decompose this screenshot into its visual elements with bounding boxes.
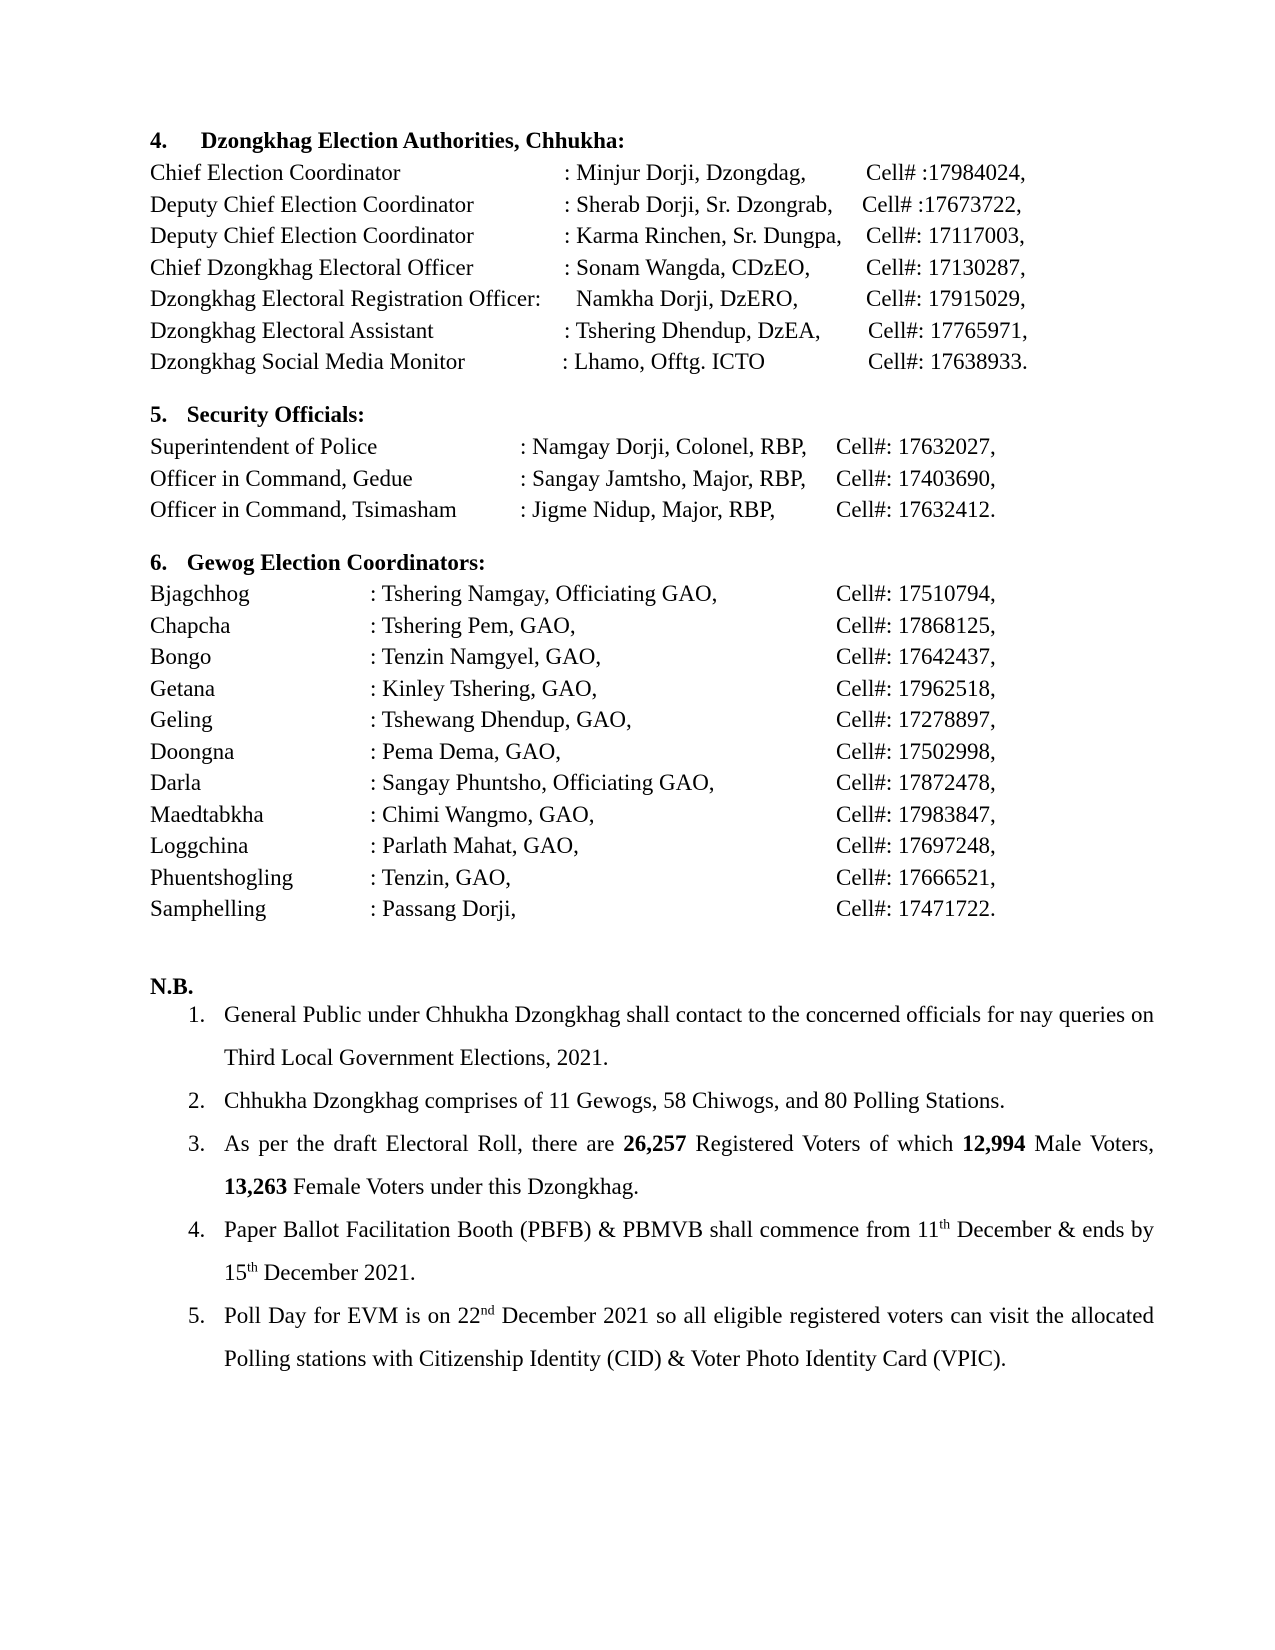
gewog-coordinator-row xyxy=(0,800,1275,832)
authority-name: : Karma Rinchen, Sr. Dungpa, xyxy=(564,223,842,248)
authority-name: : Sonam Wangda, CDzEO, xyxy=(564,254,811,280)
authority-cell: Cell# :17984024, xyxy=(866,160,1026,185)
authority-role: Chief Dzongkhag Electoral Officer xyxy=(150,254,474,280)
gewog-coordinator-name: : Tenzin, GAO, xyxy=(370,864,512,890)
gewog-coordinator-cell: Cell#: 17642437, xyxy=(836,644,996,669)
nb-item-text: General Public under Chhukha Dzongkhag shall contact to the concerned officials for nay queries on Third Local Government Elections, 2021. xyxy=(224,1002,1154,1070)
authority-name: : Tshering Dhendup, DzEA, xyxy=(564,317,821,343)
authority-role: Chief Election Coordinator xyxy=(150,160,401,185)
nb-item-text: Paper Ballot Facilitation Booth (PBFB) & PBMVB shall commence from 11th December & ends by 15th December 2021. xyxy=(224,1217,1155,1285)
authority-role: Dzongkhag Social Media Monitor xyxy=(150,349,465,374)
authority-cell: Cell#: 17765971, xyxy=(868,317,1028,343)
authority-row xyxy=(0,347,1275,379)
authority-role: Dzongkhag Electoral Assistant xyxy=(150,317,434,343)
authority-row xyxy=(0,221,1275,253)
gewog-coordinator-cell: Cell#: 17278897, xyxy=(836,707,996,732)
authority-name: : Sherab Dorji, Sr. Dzongrab, xyxy=(564,191,833,217)
male-voters-count: 12,994 xyxy=(962,1131,1026,1156)
section-5-heading xyxy=(150,400,365,430)
gewog-coordinator-row xyxy=(0,863,1275,895)
gewog-coordinator-cell: Cell#: 17697248, xyxy=(836,833,996,858)
gewog-coordinator-gewog: Chapcha xyxy=(150,612,231,638)
section-4-heading xyxy=(150,126,625,156)
gewog-coordinator-name: : Chimi Wangmo, GAO, xyxy=(370,801,595,827)
nb-item-number: 2. xyxy=(188,1088,206,1113)
gewog-coordinator-name: : Tshering Namgay, Officiating GAO, xyxy=(370,581,718,606)
authority-name: : Lhamo, Offtg. ICTO xyxy=(562,349,765,374)
gewog-coordinator-gewog: Getana xyxy=(150,675,216,701)
nb-item-text: Poll Day for EVM is on 22nd December 2021 so all eligible registered voters can visit the allocated Polling stations with Citizenship Identity (CID) & Voter Photo Identity Card (VPIC). xyxy=(224,1303,1154,1371)
gewog-coordinator-name: : Sangay Phuntsho, Officiating GAO, xyxy=(370,770,715,795)
gewog-coordinator-name: : Pema Dema, GAO, xyxy=(370,738,561,764)
gewog-coordinator-name: : Passang Dorji, xyxy=(370,896,517,921)
security-official-row xyxy=(0,432,1275,464)
gewog-coordinator-cell: Cell#: 17471722. xyxy=(836,896,996,921)
authority-cell: Cell#: 17117003, xyxy=(866,223,1025,248)
security-official-name: : Jigme Nidup, Major, RBP, xyxy=(520,497,776,522)
gewog-coordinator-gewog: Doongna xyxy=(150,738,235,764)
nb-item-4 xyxy=(188,1208,1155,1294)
authority-row xyxy=(0,253,1275,285)
security-official-cell: Cell#: 17403690, xyxy=(836,465,996,491)
nb-item-number: 4. xyxy=(188,1217,206,1242)
nb-item-number: 1. xyxy=(188,1002,206,1027)
gewog-coordinator-cell: Cell#: 17962518, xyxy=(836,675,996,701)
gewog-coordinator-gewog: Maedtabkha xyxy=(150,801,264,827)
gewog-coordinator-row xyxy=(0,674,1275,706)
section-4-number: 4. xyxy=(150,128,168,153)
nb-item-number: 3. xyxy=(188,1131,206,1156)
gewog-coordinator-row xyxy=(0,737,1275,769)
gewog-coordinator-cell: Cell#: 17872478, xyxy=(836,770,996,795)
authority-cell: Cell#: 17130287, xyxy=(866,254,1026,280)
gewog-coordinator-cell: Cell#: 17868125, xyxy=(836,612,996,638)
security-official-name: : Sangay Jamtsho, Major, RBP, xyxy=(520,465,806,491)
authority-row xyxy=(0,316,1275,348)
security-official-row xyxy=(0,495,1275,527)
gewog-coordinator-cell: Cell#: 17983847, xyxy=(836,801,996,827)
registered-voters-count: 26,257 xyxy=(623,1131,687,1156)
nb-item-3 xyxy=(188,1122,1154,1208)
security-official-name: : Namgay Dorji, Colonel, RBP, xyxy=(520,434,807,459)
gewog-coordinator-cell: Cell#: 17502998, xyxy=(836,738,996,764)
authority-name: : Minjur Dorji, Dzongdag, xyxy=(564,160,807,185)
authority-cell: Cell#: 17915029, xyxy=(866,286,1026,311)
nb-item-2 xyxy=(188,1079,1128,1122)
security-official-role: Officer in Command, Tsimasham xyxy=(150,497,457,522)
security-official-role: Officer in Command, Gedue xyxy=(150,465,413,491)
gewog-coordinator-name: : Tshewang Dhendup, GAO, xyxy=(370,707,632,732)
nb-item-text: As per the draft Electoral Roll, there are 26,257 Registered Voters of which 12,994 Male Voters, 13,263 Female Voters under this Dzongkhag. xyxy=(224,1131,1154,1199)
gewog-coordinator-gewog: Bjagchhog xyxy=(150,581,250,606)
nb-item-number: 5. xyxy=(188,1303,206,1328)
gewog-coordinator-row xyxy=(0,894,1275,926)
gewog-coordinator-row xyxy=(0,831,1275,863)
gewog-coordinator-gewog: Geling xyxy=(150,707,213,732)
authority-row xyxy=(0,284,1275,316)
security-official-cell: Cell#: 17632027, xyxy=(836,434,996,459)
authority-row xyxy=(0,190,1275,222)
gewog-coordinator-name: : Parlath Mahat, GAO, xyxy=(370,833,579,858)
nb-item-1 xyxy=(188,993,1154,1079)
section-6-number: 6. xyxy=(150,550,168,575)
security-official-role: Superintendent of Police xyxy=(150,434,378,459)
nb-item-5 xyxy=(188,1294,1154,1423)
gewog-coordinator-gewog: Samphelling xyxy=(150,896,267,921)
section-6-heading xyxy=(150,548,486,578)
gewog-coordinator-gewog: Phuentshogling xyxy=(150,864,294,890)
female-voters-count: 13,263 xyxy=(224,1174,288,1199)
section-4-title: Dzongkhag Election Authorities, Chhukha: xyxy=(200,128,626,153)
gewog-coordinator-cell: Cell#: 17666521, xyxy=(836,864,996,890)
gewog-coordinator-name: : Tshering Pem, GAO, xyxy=(370,612,576,638)
section-6-title: Gewog Election Coordinators: xyxy=(186,550,486,575)
section-5-title: Security Officials: xyxy=(186,402,365,427)
authority-role: Dzongkhag Electoral Registration Officer: xyxy=(150,286,542,311)
nb-item-text: Chhukha Dzongkhag comprises of 11 Gewogs, 58 Chiwogs, and 80 Polling Stations. xyxy=(224,1088,1006,1113)
nb-heading: N.B. xyxy=(150,974,194,999)
gewog-coordinator-gewog: Darla xyxy=(150,770,202,795)
authority-cell: Cell# :17673722, xyxy=(862,191,1022,217)
gewog-coordinator-gewog: Loggchina xyxy=(150,833,249,858)
authority-row xyxy=(0,158,1275,190)
authority-role: Deputy Chief Election Coordinator xyxy=(150,191,474,217)
gewog-coordinator-row xyxy=(0,642,1275,674)
authority-cell: Cell#: 17638933. xyxy=(868,349,1028,374)
gewog-coordinator-row xyxy=(0,611,1275,643)
gewog-coordinator-cell: Cell#: 17510794, xyxy=(836,581,996,606)
security-official-cell: Cell#: 17632412. xyxy=(836,497,996,522)
gewog-coordinator-name: : Tenzin Namgyel, GAO, xyxy=(370,644,602,669)
authority-name: Namkha Dorji, DzERO, xyxy=(576,286,799,311)
gewog-coordinator-row xyxy=(0,579,1275,611)
gewog-coordinator-gewog: Bongo xyxy=(150,644,212,669)
section-5-number: 5. xyxy=(150,402,168,427)
gewog-coordinator-name: : Kinley Tshering, GAO, xyxy=(370,675,598,701)
authority-role: Deputy Chief Election Coordinator xyxy=(150,223,474,248)
security-official-row xyxy=(0,464,1275,496)
gewog-coordinator-row xyxy=(0,768,1275,800)
gewog-coordinator-row xyxy=(0,705,1275,737)
